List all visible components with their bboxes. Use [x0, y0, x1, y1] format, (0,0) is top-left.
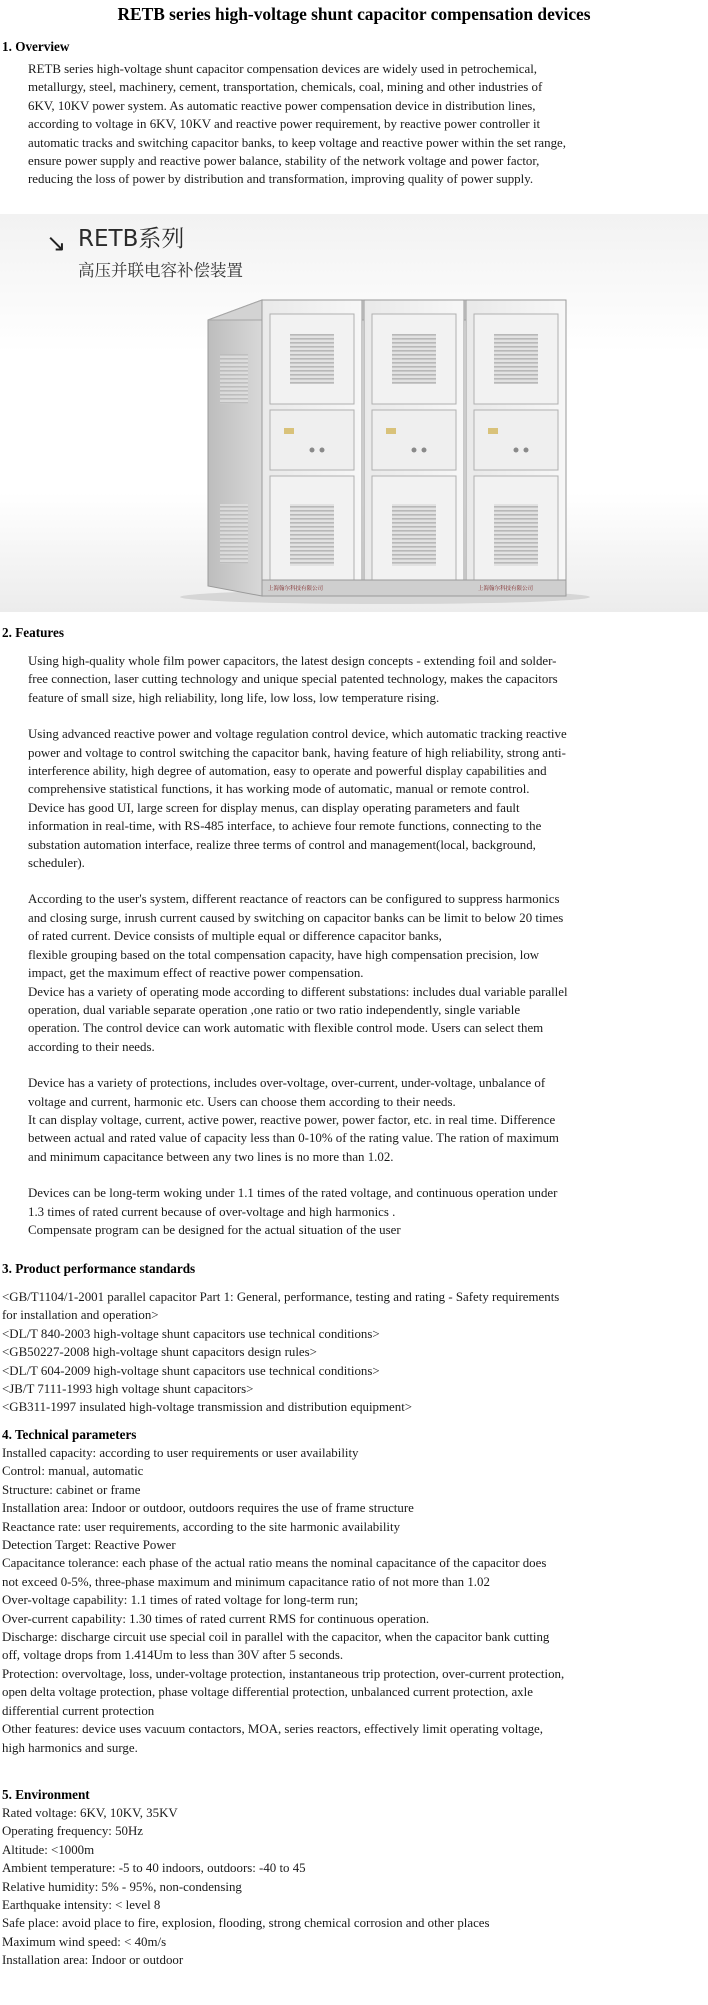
- features-heading: 2. Features: [2, 625, 65, 640]
- chevron-right-icon: ↘: [46, 229, 67, 257]
- technical-list: Installed capacity: according to user requirements or user availability Control: manual, automatic Structure: cabinet or frame Installation area: Indoor or outdoor, outdoors requires the use of frame structure Reactance rate: user requirements, according to the site harmonic availability Detection Target: Reactive Power Capacitance tolerance: each phase of the actual ratio means the nominal capacitance of the capacitor does not exceed 0-5%, three-phase maximum and minimum capacitance ratio of not more than 1.02 Over-voltage capability: 1.1 times of rated voltage for long-term run; Over-current capability: 1.30 times of rated current RMS for continuous operation. Discharge: discharge circuit use special coil in parallel with the capacitor, when the capacitor bank cutting off, voltage drops from 1.414Um to less than 30V after 5 seconds. Protection: overvoltage, loss, under-voltage protection, instantaneous trip protection, over-current protection, open delta voltage protection, phase voltage differential protection, unbalanced current protection, axle differential current protection Other features: device uses vacuum contactors, MOA, series reactors, effectively limit operating voltage, high harmonics and surge.: [2, 1446, 565, 1755]
- environment-list: Rated voltage: 6KV, 10KV, 35KV Operating frequency: 50Hz Altitude: <1000m Ambient temperature: -5 to 40 indoors, outdoors: -40 to 45 Relative humidity: 5% - 95%, non-condensing Earthquake intensity: < level 8 Safe place: avoid place to fire, explosion, flooding, strong chemical corrosion and other places Maximum wind speed: < 40m/s Installation area: Indoor or outdoor: [2, 1806, 490, 1968]
- brand-label-right: 上海翰尔科技有限公司: [478, 586, 534, 592]
- features-paragraph-3: According to the user's system, different reactance of reactors can be configured to suppress harmonics and closing surge, inrush current caused by switching on capacitor banks can be limit to below 20 times of rated current. Device consists of multiple equal or difference capacitor banks, flexible grouping based on the total compensation capacity, have high compensation precision, low impact, get the maximum effect of reactive power compensation. Device has a variety of operating mode according to different substations: includes dual variable parallel operation, dual variable separate operation ,one ratio or two ratio independently, single variable operation. The control device can work automatic with flexible control mode. Users can select them according to their needs.: [28, 892, 568, 1054]
- features-paragraph-1: Using high-quality whole film power capacitors, the latest design concepts - extending foil and solder- free connection, laser cutting technology and unique special patented technology, makes the capacitors feature of small size, high reliability, long life, low loss, low temperature rising.: [28, 654, 558, 705]
- environment-heading: 5. Environment: [2, 1787, 90, 1802]
- standards-heading: 3. Product performance standards: [2, 1261, 196, 1276]
- standards-list: <GB/T1104/1-2001 parallel capacitor Part 1: General, performance, testing and rating - Safety requirements for installation and operation> <DL/T 840-2003 high-voltage shunt capacitors use technical conditions> <GB50227-2008 high-voltage shunt capacitors design rules> <DL/T 604-2009 high-voltage shunt capacitors use technical conditions> <JB/T 7111-1993 high voltage shunt capacitors> <GB311-1997 insulated high-voltage transmission and distribution equipment>: [2, 1290, 560, 1415]
- product-image-subtitle: 高压并联电容补偿装置: [78, 261, 243, 280]
- page-title: RETB series high-voltage shunt capacitor compensation devices: [117, 4, 591, 24]
- technical-section: [0, 1426, 708, 1757]
- technical-heading: 4. Technical parameters: [2, 1427, 137, 1442]
- cabinet-illustration: [0, 214, 708, 612]
- overview-heading: 1. Overview: [2, 39, 70, 54]
- standards-section: [0, 1260, 708, 1417]
- overview-text: RETB series high-voltage shunt capacitor compensation devices are widely used in petrochemical, metallurgy, steel, machinery, cement, transportation, chemicals, coal, mining and other industries of 6KV, 10KV power system. As automatic reactive power compensation device in distribution lines, according to voltage in 6KV, 10KV and reactive power requirement, by reactive power controller it automatic tracks and switching capacitor banks, to keep voltage and reactive power within the set range, ensure power supply and reactive power balance, stability of the network voltage and power factor, reducing the loss of power by distribution and transformation, improving quality of power supply.: [28, 62, 566, 187]
- brand-label-left: 上海翰尔科技有限公司: [268, 586, 324, 592]
- features-paragraph-4: Device has a variety of protections, includes over-voltage, over-current, under-voltage, unbalance of voltage and current, harmonic etc. Users can choose them according to their needs. It can display voltage, current, active power, reactive power, power factor, etc. in real time. Difference between actual and rated value of capacity less than 0-10% of the rating value. The ration of maximum and minimum capacitance between any two lines is no more than 1.02.: [28, 1076, 559, 1164]
- environment-section: [0, 1786, 708, 1970]
- overview-section: [0, 38, 708, 189]
- features-paragraph-2: Using advanced reactive power and voltage regulation control device, which automatic tracking reactive power and voltage to control switching the capacitor bank, having feature of high reliability, strong anti- interference ability, high degree of automation, easy to operate and powerful display capabilities and comprehensive statistical functions, it has working mode of automatic, manual or remote control. Device has good UI, large screen for display menus, can display operating parameters and fault information in real-time, with RS-485 interface, to achieve four remote functions, connecting to the substation automation interface, realize three terms of control and management(local, background, scheduler).: [28, 727, 567, 871]
- features-section: [0, 624, 708, 1239]
- product-image-title: RETB系列: [78, 226, 185, 252]
- features-paragraph-5: Devices can be long-term woking under 1.1 times of the rated voltage, and continuous operation under 1.3 times of rated current because of over-voltage and high harmonics . Compensate program can be designed for the actual situation of the user: [28, 1186, 558, 1237]
- product-image: [0, 214, 708, 612]
